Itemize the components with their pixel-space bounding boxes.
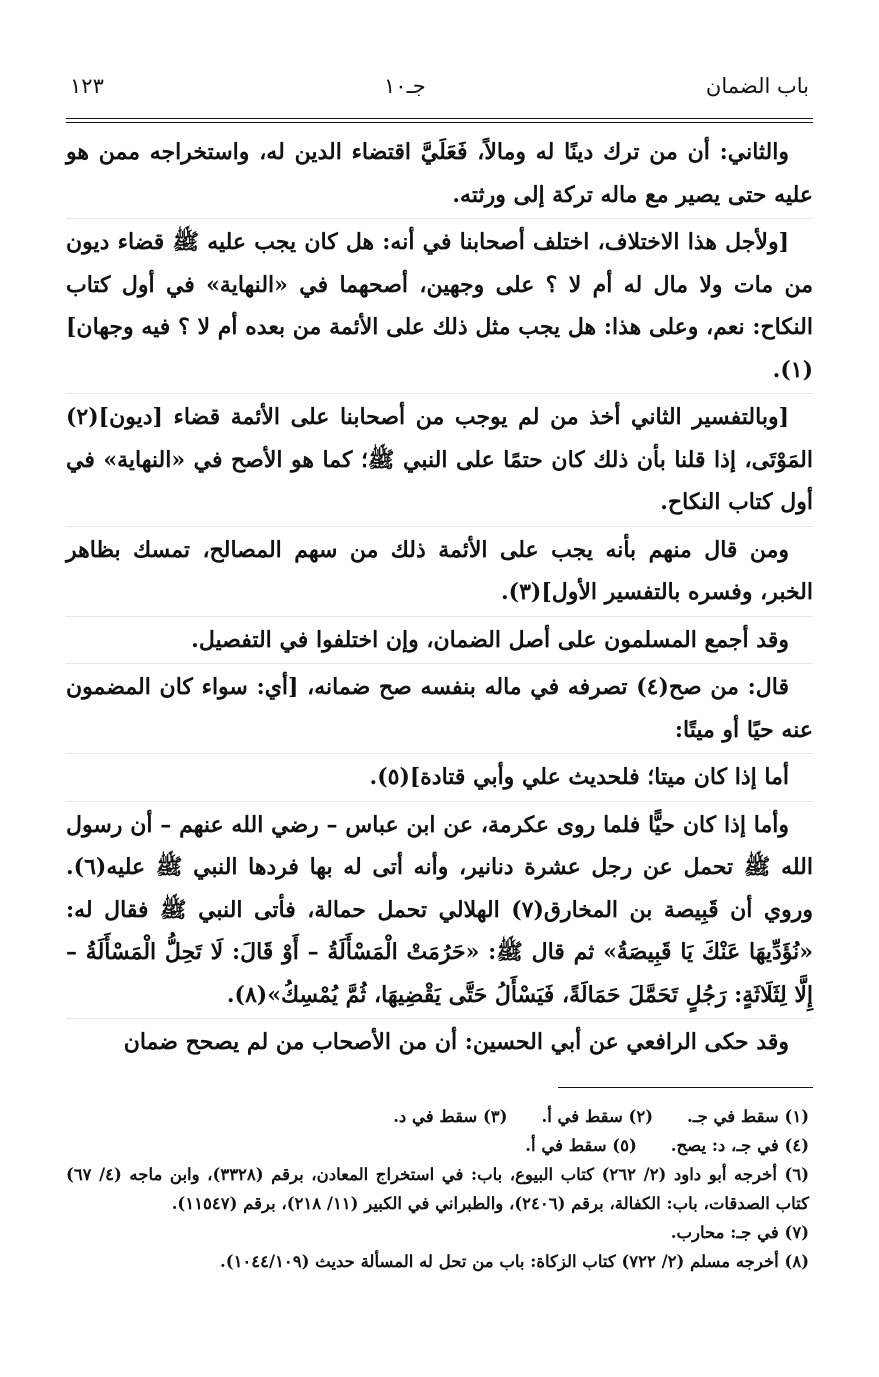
page-header xyxy=(66,68,813,108)
paragraph-separator xyxy=(66,616,813,617)
paragraph-separator xyxy=(66,218,813,219)
paragraph-4: ومن قال منهم بأنه يجب على الأئمة ذلك من سهم المصالح، تمسك بظاهر الخبر، وفسره بالتفسير الأول](٣). xyxy=(66,536,813,605)
footnote-3: (٣) سقط في د. xyxy=(393,1106,508,1126)
paragraph-3: [وبالتفسير الثاني أخذ من لم يوجب من أصحابنا على الأئمة قضاء [ديون](٢) المَوْتَى، إذا قلنا بأن ذلك كان حتمًا على النبي ﷺ؛ كما هو الأصح في «النهاية» في أول كتاب النكاح. xyxy=(66,404,813,515)
paragraph-separator xyxy=(66,663,813,664)
paragraph-separator xyxy=(66,526,813,527)
page-number: ١٢٣ xyxy=(70,74,104,98)
footnote-2: (٢) سقط في أ. xyxy=(541,1106,654,1126)
paragraph-8: وأما إذا كان حيًّا فلما روى عكرمة، عن ابن عباس – رضي الله عنهم – أن رسول الله ﷺ تحمل عن رجل عشرة دنانير، وأنه أتى له بها فردها النبي ﷺ عليه(٦). وروي أن قَبِيصة بن المخارق(٧) الهلالي تحمل حمالة، فأتى النبي ﷺ فقال له: «نُؤَدِّيهَا عَنْكَ يَا قَبِيصَةُ» ثم قال ﷺ: «حَرُمَتْ الْمَسْأَلَةُ – أَوْ قَالَ: لَا تَحِلُّ الْمَسْأَلَةُ – إِلَّا لِثَلَاثَةٍ: رَجُلٍ تَحَمَّلَ حَمَالَةً، فَيَسْأَلُ حَتَّى يَقْضِيهَا، ثُمَّ يُمْسِكُ»(٨). xyxy=(66,811,813,1008)
footnote-rule xyxy=(558,1087,813,1088)
paragraph-separator xyxy=(66,801,813,802)
paragraph-5: وقد أجمع المسلمون على أصل الضمان، وإن اختلفوا في التفصيل. xyxy=(191,626,789,653)
chapter-title: باب الضمان xyxy=(705,74,809,98)
footnote-5: (٥) سقط في أ. xyxy=(525,1135,637,1155)
header-rule-thin xyxy=(66,122,813,123)
paragraph-separator xyxy=(66,753,813,754)
footnote-7: (٧) في جـ: محارب. xyxy=(670,1222,809,1242)
paragraph-1: والثاني: أن من ترك دينًا له ومالاً، فَعَلَيَّ اقتضاء الدين له، واستخراجه ممن هو عليه حتى يصير مع ماله تركة إلى ورثته. xyxy=(66,139,813,208)
header-rule xyxy=(66,118,813,119)
footnote-8: (٨) أخرجه مسلم (٢/ ٧٢٢) كتاب الزكاة: باب من تحل له المسألة حديث (١٠٤٤/١٠٩). xyxy=(220,1251,809,1271)
footnote-6: (٦) أخرجه أبو داود (٢/ ٢٦٢) كتاب البيوع، باب: في استخراج المعادن، برقم (٣٣٢٨)، وابن ماجه (٤/ ٦٧) كتاب الصدقات، باب: الكفالة، برقم (٢٤٠٦)، والطبراني في الكبير (١١/ ٢١٨)، برقم (١١٥٤٧). xyxy=(66,1164,809,1213)
paragraph-9: وقد حكى الرافعي عن أبي الحسين: أن من الأصحاب من لم يصحح ضمان xyxy=(123,1029,789,1055)
paragraph-7: أما إذا كان ميتا؛ فلحديث علي وأبي قتادة](٥). xyxy=(369,764,789,790)
paragraph-6: قال: من صح(٤) تصرفه في ماله بنفسه صح ضمانه، [أي: سواء كان المضمون عنه حيًا أو ميتًا: xyxy=(66,674,813,743)
paragraph-separator xyxy=(66,393,813,394)
footnote-row xyxy=(66,1102,813,1131)
footnote-1: (١) سقط في جـ. xyxy=(687,1106,809,1126)
paragraph-2: [ولأجل هذا الاختلاف، اختلف أصحابنا في أنه: هل كان يجب عليه ﷺ قضاء ديون من مات ولا مال له أم لا ؟ على وجهين، أصحهما في «النهاية» في أول كتاب النكاح: نعم، وعلى هذا: هل يجب مثل ذلك على الأئمة من بعده أم لا ؟ فيه وجهان](١). xyxy=(66,229,813,383)
footnote-4: (٤) في جـ، د: يصح. xyxy=(670,1135,809,1155)
paragraph-separator xyxy=(66,1018,813,1019)
main-text xyxy=(66,131,813,1064)
footnotes xyxy=(66,1102,813,1276)
footnote-row xyxy=(66,1131,813,1160)
volume-label: جـ١٠ xyxy=(384,74,426,98)
